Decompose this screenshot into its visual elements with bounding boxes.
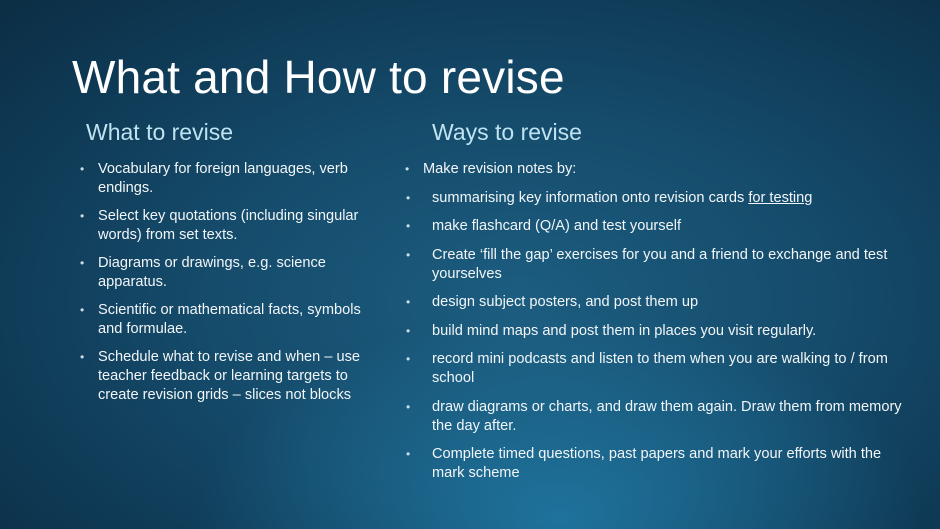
what-to-revise-list <box>80 160 385 414</box>
bullet-icon: • <box>406 447 411 461</box>
list-item <box>405 322 905 341</box>
bullet-icon: • <box>406 247 411 262</box>
what-to-revise-heading: What to revise <box>86 119 233 145</box>
list-item <box>405 246 905 284</box>
list-item <box>405 350 905 388</box>
list-item <box>405 445 905 483</box>
list-item-text: Diagrams or drawings, e.g. science apparatus. <box>98 255 326 290</box>
list-item-text: record mini podcasts and listen to them when you are walking to / from school <box>432 351 888 386</box>
list-item-text: design subject posters, and post them up <box>432 294 699 310</box>
bullet-icon: • <box>80 209 85 223</box>
list-item <box>405 398 905 436</box>
list-item-text: draw diagrams or charts, and draw them again. Draw them from memory the day after. <box>432 398 902 434</box>
bullet-icon: • <box>406 352 411 366</box>
list-item <box>405 217 905 236</box>
bullet-icon: • <box>80 256 85 270</box>
list-item <box>80 160 385 198</box>
bullet-icon: • <box>406 190 411 205</box>
list-item-text: Select key quotations (including singular words) from set texts. <box>98 208 359 243</box>
list-item-text: Complete timed questions, past papers and mark your efforts with the mark scheme <box>432 446 882 481</box>
bullet-icon: • <box>80 350 85 364</box>
bullet-icon: • <box>80 303 85 317</box>
list-item <box>80 207 385 245</box>
list-item-text: Schedule what to revise and when – use teacher feedback or learning targets to create revision grids – slices not blocks <box>98 349 361 403</box>
list-item <box>405 189 905 208</box>
list-item-text: summarising key information onto revision cards <box>432 189 749 206</box>
bullet-icon: • <box>405 162 410 176</box>
list-item <box>80 301 385 339</box>
ways-to-revise-heading: Ways to revise <box>432 119 582 145</box>
list-item-text: Make revision notes by: <box>423 161 577 177</box>
underlined-text: for testing <box>748 189 813 206</box>
bullet-icon: • <box>406 323 411 338</box>
list-item-text: make flashcard (Q/A) and test yourself <box>432 218 682 234</box>
list-item-text: Create ‘fill the gap’ exercises for you and a friend to exchange and test yourselves <box>432 246 888 282</box>
list-item-text: Scientific or mathematical facts, symbols and formulae. <box>98 302 361 337</box>
list-item-intro <box>405 160 905 179</box>
list-item-text: Vocabulary for foreign languages, verb endings. <box>98 161 348 196</box>
ways-to-revise-list <box>405 160 905 493</box>
bullet-icon: • <box>406 219 411 233</box>
list-item <box>405 293 905 312</box>
bullet-icon: • <box>80 162 85 176</box>
list-item <box>80 348 385 405</box>
bullet-icon: • <box>406 399 411 414</box>
slide-title: What and How to revise <box>72 51 565 103</box>
bullet-icon: • <box>406 295 411 309</box>
list-item <box>80 254 385 292</box>
list-item-text: build mind maps and post them in places you visit regularly. <box>432 322 817 339</box>
